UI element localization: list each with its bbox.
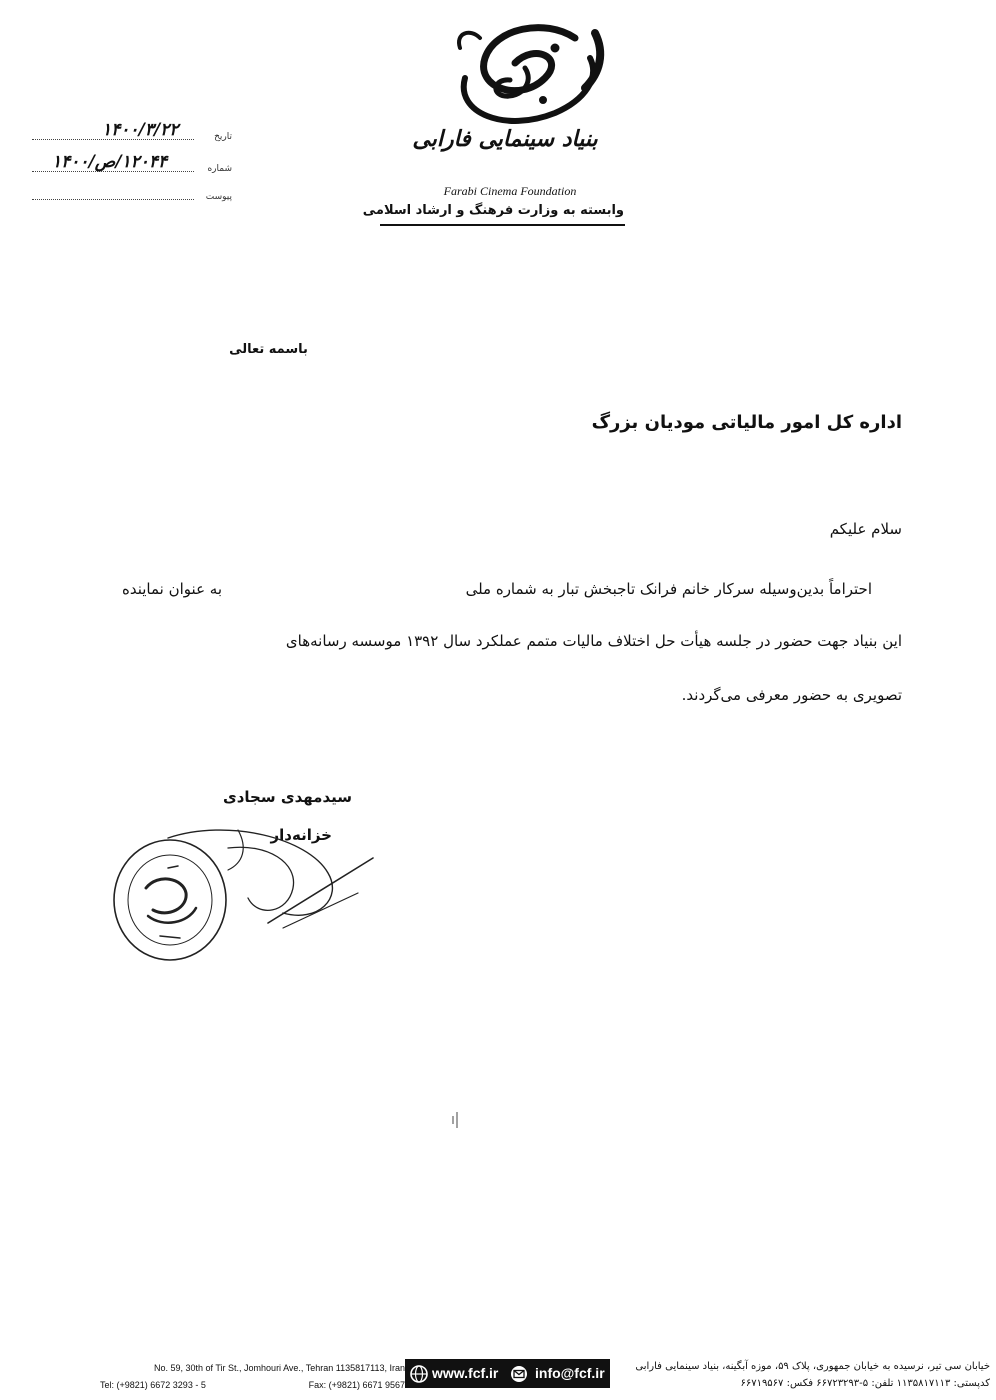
scan-speck — [450, 1110, 464, 1130]
body-line-2: این بنیاد جهت حضور در جلسه هیأت حل اختلاف مالیات متمم عملکرد سال ۱۳۹۲ موسسه رسانه‌های — [285, 632, 902, 650]
attachment-label: پیوست — [205, 192, 232, 202]
number-label: شماره — [207, 164, 232, 174]
globe-icon — [409, 1364, 429, 1384]
body-line-1-end: به عنوان نماینده — [122, 580, 223, 598]
footer-contact-fa — [635, 1358, 990, 1392]
foundation-logo — [405, 18, 635, 228]
footer-contact-line-fa: کدپستی: ۱۱۳۵۸۱۷۱۱۳ تلفن: ۵-۶۶۷۲۳۲۹۳ فکس: ۶۶۷۱۹۵۶۷ — [740, 1378, 990, 1389]
org-name-en: Farabi Cinema Foundation — [443, 184, 577, 198]
footer-tel-en: Tel: (+9821) 6672 3293 - 5 — [100, 1380, 206, 1390]
addressee: اداره کل امور مالیاتی مودیان بزرگ — [591, 412, 902, 433]
greeting: سلام علیکم — [829, 520, 902, 538]
date-value: ۱۴۰۰/۳/۲۲ — [102, 120, 179, 140]
date-label: تاریخ — [214, 132, 232, 142]
body-line-1-start: احتراماً بدین‌وسیله سرکار خانم فرانک تاجبخش تبار به شماره ملی — [465, 580, 872, 598]
footer-email-link[interactable]: info@fcf.ir — [535, 1365, 605, 1381]
number-row — [32, 150, 232, 176]
mail-icon — [508, 1365, 530, 1383]
footer-web-bar — [405, 1359, 610, 1388]
calligraphy-emblem-icon — [425, 18, 615, 138]
signer-name: سیدمهدی سجادی — [222, 788, 352, 806]
date-row — [32, 118, 232, 144]
footer-website-link[interactable]: www.fcf.ir — [432, 1365, 499, 1381]
footer-address-fa: خیابان سی تیر، نرسیده به خیابان جمهوری، پلاک ۵۹، موزه آبگینه، بنیاد سینمایی فارابی — [635, 1361, 990, 1372]
affiliation-underline — [380, 224, 625, 226]
footer-contact-en — [100, 1360, 405, 1394]
attachment-row — [32, 178, 232, 204]
number-value: ۱۲۰۴۴/ص/۱۴۰۰ — [52, 152, 168, 172]
attachment-dots — [32, 199, 194, 200]
body-line-3: تصویری به حضور معرفی می‌گردند. — [681, 686, 902, 704]
official-stamp-and-signature — [108, 818, 378, 978]
footer-address-en: No. 59, 30th of Tir St., Jomhouri Ave., Tehran 1135817113, Iran — [154, 1363, 405, 1373]
salutation-heading: باسمه تعالی — [229, 342, 308, 357]
ministry-affiliation: وابسته به وزارت فرهنگ و ارشاد اسلامی — [362, 203, 624, 218]
signer-title: خزانه‌دار — [270, 826, 332, 844]
footer-fax-en: Fax: (+9821) 6671 9567 — [308, 1380, 405, 1390]
org-name-fa: بنیاد سینمایی فارابی — [412, 126, 598, 152]
